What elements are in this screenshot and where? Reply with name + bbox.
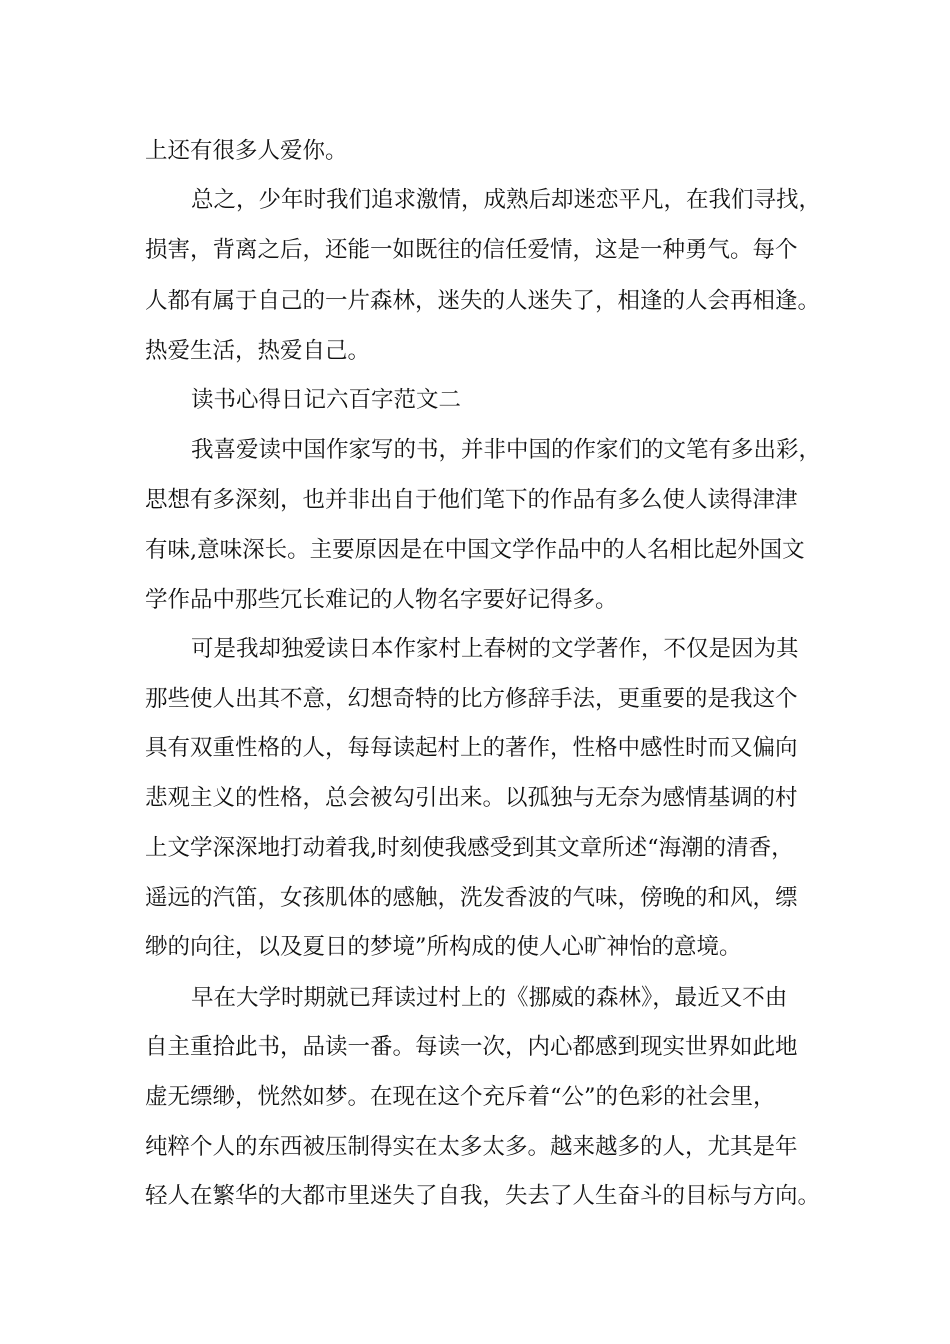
text-line: 遥远的汽笛，女孩肌体的感触，洗发香波的气味，傍晚的和风，缥 — [145, 885, 798, 911]
text-line: 缈的向往，以及夏日的梦境”所构成的使人心旷神怡的意境。 — [145, 934, 742, 960]
paragraph-start-line: 可是我却独爱读日本作家村上春树的文学著作，不仅是因为其 — [191, 636, 799, 662]
text-line: 热爱生活，热爱自己。 — [145, 338, 371, 364]
text-line: 纯粹个人的东西被压制得实在太多太多。越来越多的人，尤其是年 — [145, 1134, 798, 1160]
paragraph-start-line: 总之，少年时我们追求激情，成熟后却迷恋平凡，在我们寻找， — [191, 187, 822, 213]
text-line: 人都有属于自己的一片森林，迷失的人迷失了，相逢的人会再相逢。 — [145, 288, 821, 314]
text-line: 上文学深深地打动着我,时刻使我感受到其文章所述“海潮的清香， — [145, 835, 794, 861]
paragraph-start-line: 早在大学时期就已拜读过村上的《挪威的森林》，最近又不由 — [191, 985, 788, 1011]
text-line: 虚无缥缈，恍然如梦。在现在这个充斥着“公”的色彩的社会里， — [145, 1084, 776, 1110]
text-line: 思想有多深刻，也并非出自于他们笔下的作品有多么使人读得津津 — [145, 487, 798, 513]
paragraph-start-line: 我喜爱读中国作家写的书，并非中国的作家们的文笔有多出彩， — [191, 437, 822, 463]
section-heading: 读书心得日记六百字范文二 — [191, 387, 462, 413]
text-line: 那些使人出其不意，幻想奇特的比方修辞手法，更重要的是我这个 — [145, 686, 798, 712]
text-line: 上还有很多人爱你。 — [145, 138, 348, 164]
text-line: 具有双重性格的人，每每读起村上的著作，性格中感性时而又偏向 — [145, 735, 798, 761]
text-line: 悲观主义的性格，总会被勾引出来。以孤独与无奈为感情基调的村 — [145, 785, 798, 811]
text-line: 学作品中那些冗长难记的人物名字要好记得多。 — [145, 587, 618, 613]
text-line: 轻人在繁华的大都市里迷失了自我，失去了人生奋斗的目标与方向。 — [145, 1183, 821, 1209]
text-line: 有味,意味深长。主要原因是在中国文学作品中的人名相比起外国文 — [145, 537, 805, 563]
text-line: 自主重拾此书，品读一番。每读一次，内心都感到现实世界如此地 — [145, 1034, 798, 1060]
text-line: 损害，背离之后，还能一如既往的信任爱情，这是一种勇气。每个 — [145, 237, 798, 263]
